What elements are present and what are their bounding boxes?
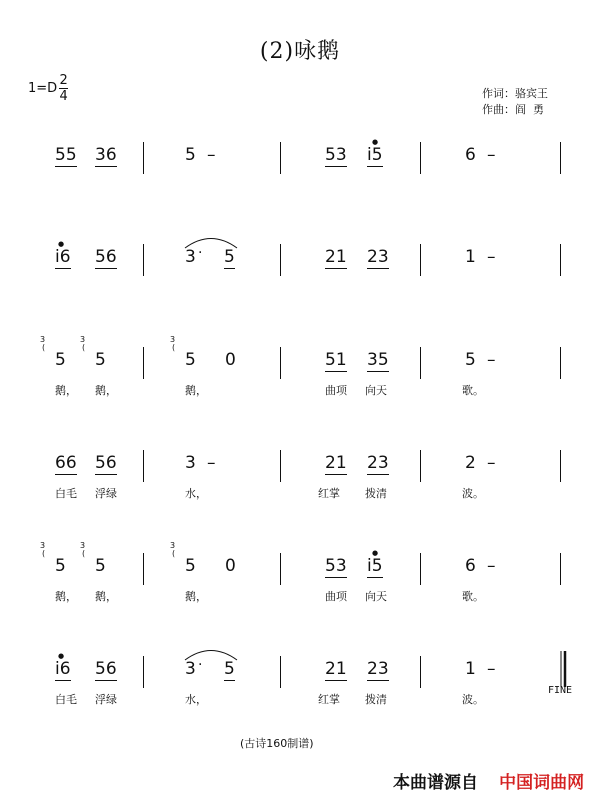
lyric: 拨清 (365, 487, 387, 500)
site-link[interactable]: 中国词曲网 (499, 773, 585, 793)
source-label: 本曲谱源自 (393, 773, 478, 793)
bar-line (420, 553, 421, 585)
note: 3 (185, 247, 196, 267)
lyric: 水， (185, 487, 207, 500)
note-group: i6 (55, 659, 71, 679)
lyric: 曲项 (325, 590, 347, 603)
score-row-2 (0, 240, 600, 287)
fine-marker: FINE (548, 685, 573, 696)
hold-dash: – (487, 659, 496, 679)
grace-note: 3 ( (80, 541, 86, 558)
lyric: 波。 (462, 487, 484, 500)
rest: 0 (225, 556, 236, 576)
note: 3 (185, 659, 196, 679)
bar-line (143, 656, 144, 688)
augmentation-dot: · (198, 245, 203, 261)
high-octave-dot: ● (372, 138, 379, 146)
key-signature (28, 74, 68, 103)
time-signature (59, 74, 68, 103)
lyric: 白毛 (55, 487, 77, 500)
hold-dash: – (487, 556, 496, 576)
bar-line (420, 347, 421, 379)
final-double-bar (560, 651, 568, 687)
lyricist: 作词：骆宾王 (482, 87, 548, 100)
composer: 作曲：阎 勇 (482, 103, 544, 116)
lyric: 鹅， (185, 384, 207, 397)
note: 5 (185, 556, 196, 576)
hold-dash: – (487, 350, 496, 370)
note: 5 (185, 350, 196, 370)
high-octave-dot: ● (58, 240, 65, 248)
score-row-5 (0, 541, 600, 603)
note-group: 51 (325, 350, 347, 370)
lyric: 水， (185, 693, 207, 706)
note-group: 66 (55, 453, 77, 473)
bar-line (143, 244, 144, 276)
lyric: 白毛 (55, 693, 77, 706)
note-group: i5 (367, 556, 383, 576)
note: 5 (224, 659, 235, 679)
note: 5 (55, 556, 66, 576)
note: 6 (465, 145, 476, 165)
bar-line (280, 244, 281, 276)
lyric: 鹅， (55, 590, 77, 603)
lyric: 曲项 (325, 384, 347, 397)
bar-line (280, 142, 281, 174)
note: 6 (465, 556, 476, 576)
note: 1 (465, 659, 476, 679)
note: 5 (95, 556, 106, 576)
bar-line (143, 142, 144, 174)
lyric: 波。 (462, 693, 484, 706)
note-group: 55 (55, 145, 77, 165)
lyric: 歌。 (462, 590, 484, 603)
bar-line (420, 244, 421, 276)
hold-dash: – (487, 145, 496, 165)
note: 5 (465, 350, 476, 370)
lyric: 拨清 (365, 693, 387, 706)
bar-line (560, 347, 561, 379)
high-octave-dot: ● (58, 652, 65, 660)
note: 5 (55, 350, 66, 370)
score-credit: (古诗160制谱) (240, 737, 314, 750)
grace-note: 3 ( (170, 335, 176, 352)
lyric: 红掌 (318, 693, 340, 706)
hold-dash: – (487, 453, 496, 473)
time-denominator: 4 (59, 89, 68, 104)
lyric: 向天 (365, 590, 387, 603)
note-group: 53 (325, 556, 347, 576)
song-title: (2)咏鹅 (259, 39, 341, 64)
lyric: 歌。 (462, 384, 484, 397)
grace-note: 3 ( (40, 541, 46, 558)
lyric: 鹅， (55, 384, 77, 397)
hold-dash: – (207, 453, 216, 473)
bar-line (280, 656, 281, 688)
note: 5 (185, 145, 196, 165)
note: 5 (95, 350, 106, 370)
lyric: 鹅， (185, 590, 207, 603)
note: 3 (185, 453, 196, 473)
note-group: i5 (367, 145, 383, 165)
time-numerator: 2 (59, 73, 68, 88)
note-group: 56 (95, 247, 117, 267)
lyric: 红掌 (318, 487, 340, 500)
high-octave-dot: ● (372, 549, 379, 557)
note-group: 56 (95, 453, 117, 473)
key-label: 1=D (28, 81, 58, 96)
bar-line (420, 142, 421, 174)
note-group: i6 (55, 247, 71, 267)
score-row-6 (0, 652, 600, 706)
bar-line (560, 142, 561, 174)
hold-dash: – (207, 145, 216, 165)
credits (482, 86, 548, 118)
note-group: 35 (367, 350, 389, 370)
lyric: 浮绿 (95, 693, 117, 706)
note-group: 23 (367, 659, 389, 679)
bar-line (560, 244, 561, 276)
note-group: 53 (325, 145, 347, 165)
grace-note: 3 ( (170, 541, 176, 558)
note-group: 21 (325, 453, 347, 473)
bar-line (143, 347, 144, 379)
lyric: 向天 (365, 384, 387, 397)
note: 1 (465, 247, 476, 267)
bar-line (143, 450, 144, 482)
grace-note: 3 ( (40, 335, 46, 352)
note-group: 21 (325, 247, 347, 267)
note-group: 36 (95, 145, 117, 165)
source-banner (393, 768, 584, 793)
score-row-1 (0, 138, 600, 185)
lyric: 鹅， (95, 590, 117, 603)
note: 5 (224, 247, 235, 267)
bar-line (560, 450, 561, 482)
score-row-3 (0, 335, 600, 397)
note-group: 23 (367, 453, 389, 473)
lyric: 浮绿 (95, 487, 117, 500)
note-group: 21 (325, 659, 347, 679)
score-row-4 (0, 453, 600, 500)
augmentation-dot: · (198, 657, 203, 673)
bar-line (280, 347, 281, 379)
hold-dash: – (487, 247, 496, 267)
grace-note: 3 ( (80, 335, 86, 352)
bar-line (420, 656, 421, 688)
lyric: 鹅， (95, 384, 117, 397)
rest: 0 (225, 350, 236, 370)
bar-line (280, 450, 281, 482)
bar-line (420, 450, 421, 482)
bar-line (143, 553, 144, 585)
bar-line (560, 553, 561, 585)
note: 2 (465, 453, 476, 473)
bar-line (280, 553, 281, 585)
note-group: 23 (367, 247, 389, 267)
note-group: 56 (95, 659, 117, 679)
